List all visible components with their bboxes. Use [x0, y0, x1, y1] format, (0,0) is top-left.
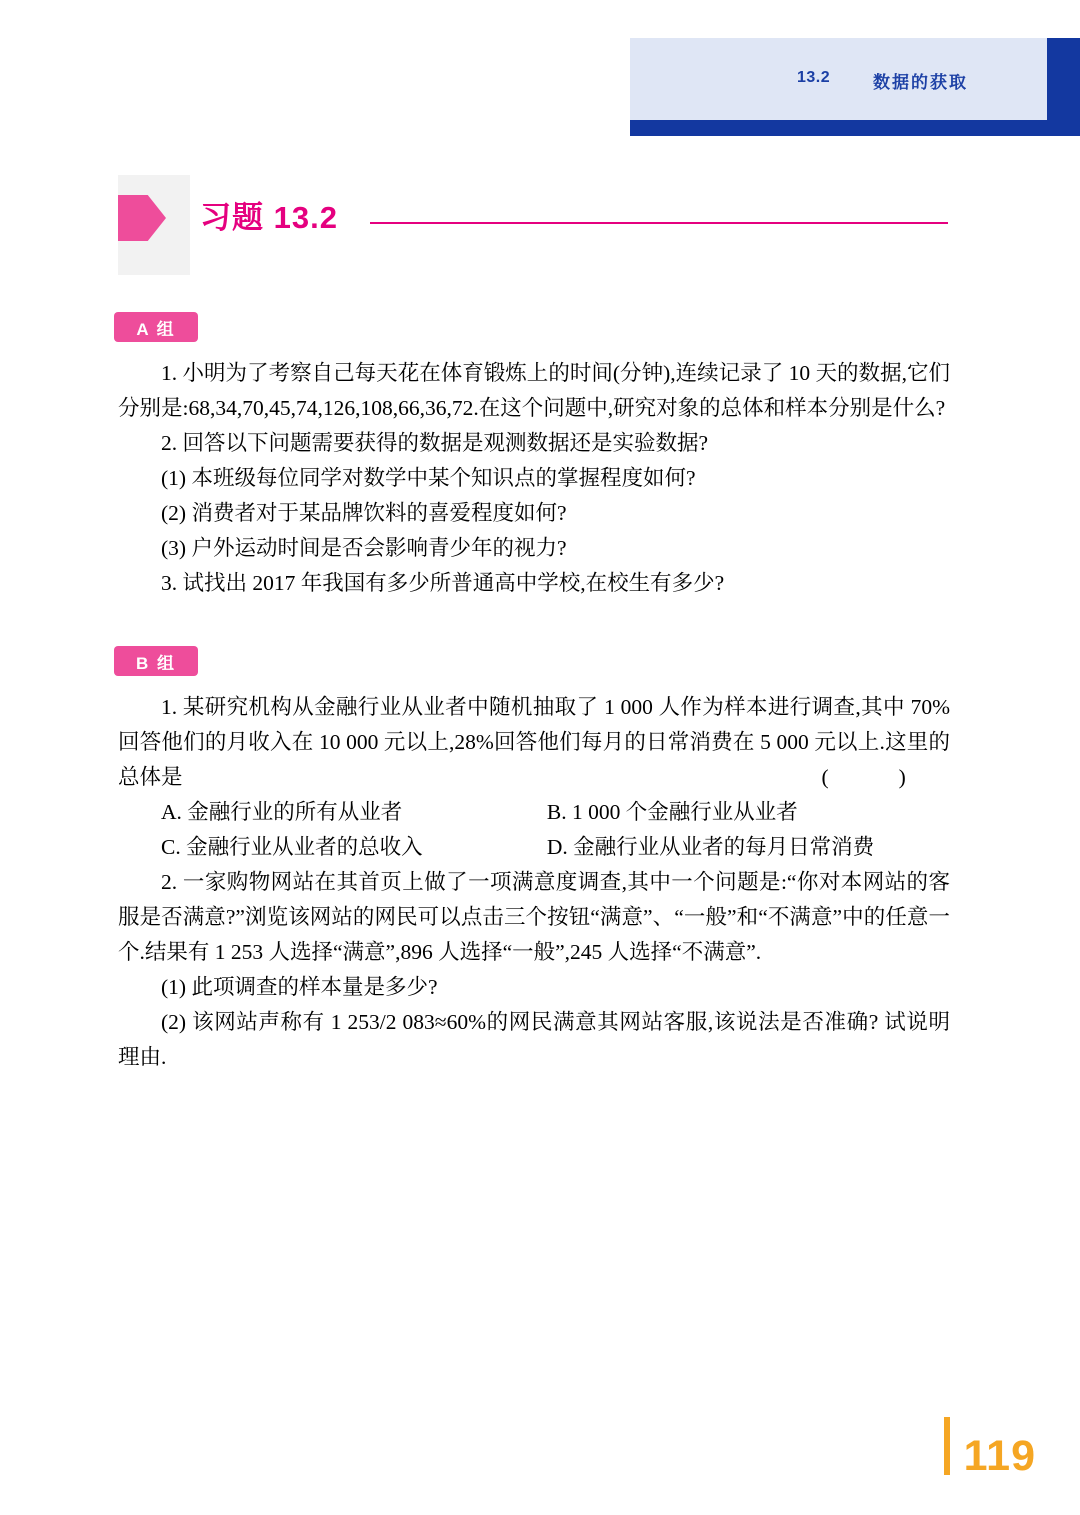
header-light-band	[630, 38, 1047, 120]
group-b-question-2-item-2: (2) 该网站声称有 1 253/2 083≈60%的网民满意其网站客服,该说法是否准确? 试说明理由.	[118, 1010, 950, 1069]
group-a-question-2-item-1: (1) 本班级每位同学对数学中某个知识点的掌握程度如何?	[161, 466, 696, 490]
group-b-question-1	[118, 690, 950, 795]
group-b-badge: B 组	[114, 646, 198, 676]
exercise-title-block	[118, 175, 948, 275]
group-b-question-1-text: 1. 某研究机构从金融行业从业者中随机抽取了 1 000 人作为样本进行调查,其中 70%回答他们的月收入在 10 000 元以上,28%回答他们每月的日常消费在 5 000 元以上.这里的总体是	[118, 695, 950, 789]
group-b-question-1-answer-brackets: ( )	[821, 765, 938, 789]
group-a-content	[118, 356, 950, 601]
page-number-rule	[944, 1417, 950, 1475]
group-a-badge: A 组	[114, 312, 198, 342]
group-a-question-2: 2. 回答以下问题需要获得的数据是观测数据还是实验数据?	[161, 431, 709, 455]
group-b-question-1-choices-row-2	[118, 830, 950, 865]
page-header	[630, 38, 1080, 136]
page-number: 119	[963, 1432, 1036, 1480]
group-b-question-1-choices-row-1	[118, 795, 950, 830]
group-b-content	[118, 690, 950, 1075]
choice-b: B. 1 000 个金融行业从业者	[546, 800, 798, 824]
choice-d: D. 金融行业从业者的每月日常消费	[546, 835, 875, 859]
group-b-question-2: 2. 一家购物网站在其首页上做了一项满意度调查,其中一个问题是:“你对本网站的客服是否满意?”浏览该网站的网民可以点击三个按钮“满意”、“一般”和“不满意”中的任意一个.结果有 1 253 人选择“满意”,896 人选择“一般”,245 人选择“不满意”.	[118, 870, 950, 964]
header-section-title: 数据的获取	[873, 73, 968, 92]
group-a-question-1: 1. 小明为了考察自己每天花在体育锻炼上的时间(分钟),连续记录了 10 天的数据,它们分别是:68,34,70,45,74,126,108,66,36,72.在这个问题中,研究对象的总体和样本分别是什么?	[118, 361, 950, 420]
group-a-question-2-item-3: (3) 户外运动时间是否会影响青少年的视力?	[161, 536, 567, 560]
title-divider	[370, 222, 948, 224]
group-a-question-3: 3. 试找出 2017 年我国有多少所普通高中学校,在校生有多少?	[161, 571, 725, 595]
group-b-question-2-item-1: (1) 此项调查的样本量是多少?	[161, 975, 438, 999]
header-section-number: 13.2	[797, 69, 831, 86]
choice-a: A. 金融行业的所有从业者	[161, 800, 403, 824]
group-a-question-2-item-2: (2) 消费者对于某品牌饮料的喜爱程度如何?	[161, 501, 567, 525]
page-title: 习题 13.2	[200, 200, 338, 235]
choice-c: C. 金融行业从业者的总收入	[161, 835, 423, 859]
